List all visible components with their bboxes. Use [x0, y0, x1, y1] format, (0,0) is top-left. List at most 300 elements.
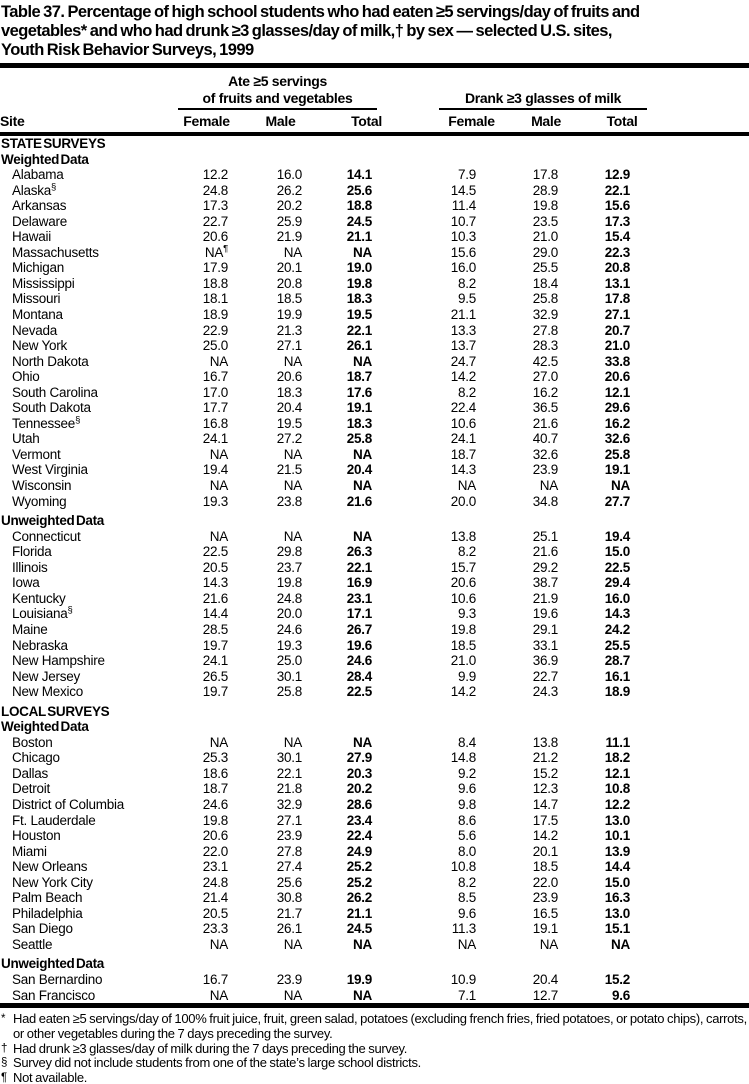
subsection-header-row — [0, 952, 749, 972]
value-cell: 27.1 — [276, 338, 302, 354]
table-row — [0, 354, 749, 370]
value-cell: 19.1 — [346, 400, 373, 416]
value-cell: 17.8 — [604, 291, 631, 307]
value-cell: 25.5 — [604, 637, 631, 653]
row-filler — [630, 653, 749, 669]
value-cell: 20.3 — [346, 765, 373, 781]
value-cell: 9.6 — [458, 781, 477, 797]
value-cell: 21.2 — [532, 750, 559, 766]
value-cell: 13.0 — [604, 905, 631, 921]
footnote-text: Had drunk ≥3 glasses/day of milk during the 7 days preceding the survey. — [13, 1040, 408, 1056]
value-cell: 19.0 — [346, 260, 373, 276]
value-cell: 27.4 — [276, 859, 302, 875]
value-cell: 19.5 — [276, 415, 302, 431]
table-row — [0, 544, 749, 560]
value-cell: 27.9 — [346, 750, 373, 766]
site-name: San Diego — [12, 921, 73, 937]
value-cell: 15.6 — [604, 198, 631, 214]
value-cell: NA — [353, 478, 373, 494]
value-cell: 21.6 — [532, 544, 559, 560]
value-cell: 29.0 — [532, 244, 559, 260]
value-cell: 24.9 — [346, 843, 373, 859]
row-filler — [630, 844, 749, 860]
value-cell: 25.3 — [202, 750, 228, 766]
value-cell: 21.4 — [202, 890, 228, 906]
value-cell: 20.1 — [532, 843, 559, 859]
row-filler — [630, 354, 749, 370]
value-cell: 27.7 — [604, 493, 631, 509]
table-row — [0, 478, 749, 494]
value-cell: NA — [457, 936, 477, 952]
site-name: South Carolina — [12, 384, 98, 400]
value-cell: 14.1 — [346, 167, 373, 183]
table-row — [0, 906, 749, 922]
value-cell: 21.1 — [346, 229, 373, 245]
value-cell: 10.8 — [604, 781, 631, 797]
title-line-3: Youth Risk Behavior Surveys, 1999 — [1, 41, 254, 59]
site-name: New Hampshire — [12, 653, 105, 669]
footnote — [0, 1042, 749, 1057]
row-filler — [630, 606, 749, 622]
table-row — [0, 416, 749, 432]
value-cell: 18.9 — [202, 307, 228, 323]
row-filler — [630, 307, 749, 323]
value-cell: NA — [457, 478, 477, 494]
subsection-header: Unweighted Data — [1, 513, 105, 529]
value-cell: 25.2 — [346, 874, 373, 890]
table-row — [0, 750, 749, 766]
value-cell: 10.8 — [450, 859, 477, 875]
table-row — [0, 781, 749, 797]
value-cell: NA — [353, 353, 373, 369]
value-cell: 20.6 — [604, 369, 631, 385]
value-cell: 19.8 — [276, 575, 302, 591]
value-cell: 10.1 — [604, 828, 631, 844]
value-cell: 22.7 — [532, 668, 559, 684]
value-cell: 16.7 — [202, 369, 228, 385]
row-filler — [630, 198, 749, 214]
value-cell: 17.1 — [346, 606, 373, 622]
value-cell: 18.7 — [346, 369, 373, 385]
table-row — [0, 167, 749, 183]
row-filler — [630, 369, 749, 385]
value-cell: 20.2 — [276, 198, 302, 214]
value-cell: 20.4 — [276, 400, 302, 416]
footnote — [0, 1012, 749, 1042]
title-line-1: Table 37. Percentage of high school students who had eaten ≥5 servings/day of fruits and — [1, 3, 640, 21]
value-cell: 23.5 — [532, 213, 559, 229]
data-table — [0, 68, 749, 1003]
value-cell: 14.4 — [604, 859, 631, 875]
subsection-header-row — [0, 509, 749, 529]
value-cell: 36.9 — [532, 653, 559, 669]
value-cell: 40.7 — [532, 431, 559, 447]
value-cell: 15.0 — [604, 874, 631, 890]
value-cell: NA — [283, 734, 302, 750]
value-cell: 16.8 — [202, 415, 228, 431]
value-cell: 22.4 — [450, 400, 477, 416]
row-filler — [630, 323, 749, 339]
value-cell: 16.2 — [532, 384, 559, 400]
row-filler — [630, 214, 749, 230]
value-cell: 21.1 — [450, 307, 477, 323]
value-cell: NA — [209, 528, 228, 544]
value-cell: 18.3 — [276, 384, 302, 400]
value-cell: 25.0 — [202, 338, 228, 354]
value-cell: 17.6 — [346, 384, 373, 400]
value-cell: 21.3 — [276, 322, 302, 338]
value-cell: 20.6 — [450, 575, 477, 591]
table-head — [0, 68, 749, 134]
value-cell: 32.6 — [604, 431, 631, 447]
value-cell: NA — [611, 936, 631, 952]
row-filler — [630, 684, 749, 700]
value-cell: 19.3 — [276, 637, 302, 653]
value-cell: NA — [283, 478, 302, 494]
row-filler — [630, 494, 749, 510]
value-cell: 14.3 — [202, 575, 228, 591]
value-cell: 22.1 — [346, 559, 373, 575]
site-name: Montana — [12, 307, 63, 323]
site-name: Maine — [12, 621, 48, 637]
site-name: Kentucky — [12, 590, 66, 606]
value-cell: NA — [283, 936, 302, 952]
table-row — [0, 606, 749, 622]
value-cell: 29.6 — [604, 400, 631, 416]
row-filler — [630, 890, 749, 906]
value-cell: 20.5 — [202, 905, 228, 921]
value-cell: 22.1 — [604, 182, 631, 198]
value-cell: 23.8 — [276, 493, 302, 509]
value-cell: NA — [353, 936, 373, 952]
value-cell: 30.8 — [276, 890, 302, 906]
value-cell: NA — [283, 987, 302, 1003]
value-cell: 16.3 — [604, 890, 631, 906]
row-filler — [630, 544, 749, 560]
title-line-2: vegetables* and who had drunk ≥3 glasses/day of milk,† by sex — selected U.S. sites, — [1, 22, 612, 40]
value-cell: 21.9 — [276, 229, 302, 245]
value-cell: 22.0 — [532, 874, 559, 890]
site-name: Mississippi — [12, 275, 75, 291]
value-cell: NA — [209, 353, 228, 369]
table-row — [0, 890, 749, 906]
table-row — [0, 260, 749, 276]
value-cell: 19.1 — [604, 462, 631, 478]
value-cell: 14.5 — [450, 182, 477, 198]
value-cell: 11.3 — [451, 921, 477, 937]
row-filler — [630, 735, 749, 751]
row-filler — [630, 529, 749, 545]
value-cell: 28.7 — [604, 653, 631, 669]
site-name: San Francisco — [12, 987, 96, 1003]
row-filler — [630, 229, 749, 245]
value-cell: 29.4 — [604, 575, 631, 591]
value-cell: 20.6 — [202, 828, 228, 844]
column-group-milk: Drank ≥3 glasses of milk — [439, 90, 647, 111]
value-cell: NA — [611, 478, 631, 494]
site-name: Wisconsin — [12, 478, 72, 494]
value-cell: 24.5 — [346, 921, 373, 937]
table-row — [0, 385, 749, 401]
value-cell: 18.8 — [202, 275, 228, 291]
value-cell: 9.8 — [458, 796, 477, 812]
value-cell: 20.7 — [604, 322, 631, 338]
value-cell: 19.4 — [604, 528, 631, 544]
value-cell: 18.9 — [604, 684, 631, 700]
value-cell: 20.4 — [532, 971, 559, 987]
value-cell: 14.4 — [202, 606, 228, 622]
row-filler — [630, 447, 749, 463]
value-cell: 16.5 — [532, 905, 559, 921]
value-cell: 14.2 — [450, 369, 477, 385]
row-filler — [630, 560, 749, 576]
value-cell: 19.6 — [532, 606, 559, 622]
value-cell: 18.8 — [346, 198, 373, 214]
table-row — [0, 859, 749, 875]
value-cell: 7.9 — [458, 167, 477, 183]
value-cell: 29.2 — [532, 559, 559, 575]
site-name: New Mexico — [12, 684, 84, 700]
value-cell: 13.8 — [450, 528, 477, 544]
value-cell: NA — [209, 446, 228, 462]
value-cell: 8.5 — [458, 890, 477, 906]
value-cell: 13.1 — [604, 275, 631, 291]
value-cell: 19.6 — [346, 637, 373, 653]
value-cell: 24.1 — [202, 431, 228, 447]
footnote — [0, 1056, 749, 1071]
value-cell: 10.6 — [450, 415, 477, 431]
site-name: Connecticut — [12, 528, 81, 544]
value-cell: 16.2 — [604, 415, 631, 431]
value-cell: NA — [209, 734, 228, 750]
site-name: Palm Beach — [12, 890, 83, 906]
value-cell: NA¶ — [204, 243, 228, 260]
value-cell: 26.5 — [202, 668, 228, 684]
column-header-cell — [302, 110, 382, 134]
column-header-cell — [377, 110, 495, 134]
value-cell: 22.7 — [202, 213, 228, 229]
site-name: Ft. Lauderdale — [12, 812, 96, 828]
value-cell: 16.0 — [276, 167, 302, 183]
site-name: Houston — [12, 828, 61, 844]
value-cell: 19.4 — [202, 462, 228, 478]
value-cell: 33.8 — [604, 353, 631, 369]
table-row — [0, 844, 749, 860]
table-row — [0, 198, 749, 214]
value-cell: 13.9 — [604, 843, 631, 859]
table-row — [0, 684, 749, 700]
value-cell: 14.8 — [450, 750, 477, 766]
footnote-marker: § — [1, 1057, 8, 1070]
footnote-text: Had eaten ≥5 servings/day of 100% fruit juice, fruit, green salad, potatoes (excluding french fries, fried potatoes, or potato chips), carrots, or other vegetables during the 7 days preceding the survey. — [13, 1011, 747, 1041]
site-name: Iowa — [12, 575, 40, 591]
value-cell: 16.0 — [450, 260, 477, 276]
value-cell: 18.3 — [346, 291, 373, 307]
table-row — [0, 591, 749, 607]
row-filler — [630, 245, 749, 261]
row-filler — [630, 167, 749, 183]
value-cell: 9.5 — [458, 291, 477, 307]
footnotes — [0, 1008, 749, 1084]
value-cell: 26.2 — [346, 890, 373, 906]
value-cell: 12.3 — [532, 781, 559, 797]
value-cell: 22.4 — [346, 828, 373, 844]
column-header-site: Site — [0, 110, 170, 134]
value-cell: 18.1 — [202, 291, 228, 307]
value-cell: 25.5 — [532, 260, 559, 276]
site-name: New York City — [12, 874, 93, 890]
table-row — [0, 972, 749, 988]
row-filler — [630, 669, 749, 685]
value-cell: 8.0 — [458, 843, 477, 859]
value-cell: 20.6 — [276, 369, 302, 385]
value-cell: 16.1 — [604, 668, 631, 684]
column-header-cell — [558, 110, 638, 134]
table-row — [0, 323, 749, 339]
value-cell: 18.7 — [450, 446, 477, 462]
value-cell: 12.2 — [604, 796, 631, 812]
value-cell: 12.9 — [604, 167, 631, 183]
value-cell: 11.1 — [605, 734, 631, 750]
value-cell: NA — [209, 478, 228, 494]
value-cell: 34.8 — [532, 493, 559, 509]
table-row — [0, 937, 749, 953]
table-row — [0, 875, 749, 891]
value-cell: 14.2 — [450, 684, 477, 700]
table-title — [0, 0, 749, 60]
value-cell: 26.3 — [346, 544, 373, 560]
site-name: Nevada — [12, 322, 58, 338]
value-cell: 24.2 — [604, 621, 631, 637]
row-filler — [630, 183, 749, 199]
table-row — [0, 338, 749, 354]
value-cell: 21.6 — [202, 590, 228, 606]
section-header-row — [0, 700, 749, 720]
row-filler — [630, 859, 749, 875]
site-name: Philadelphia — [12, 905, 83, 921]
column-group-row — [0, 68, 749, 110]
site-name: South Dakota — [12, 400, 91, 416]
value-cell: 29.8 — [276, 544, 302, 560]
value-cell: 18.7 — [202, 781, 228, 797]
row-filler — [630, 260, 749, 276]
site-name: New York — [12, 338, 68, 354]
value-cell: NA — [283, 446, 302, 462]
column-header-female-2: Female — [448, 113, 495, 129]
value-cell: 19.8 — [346, 275, 373, 291]
value-cell: 22.1 — [346, 322, 373, 338]
column-group-cell-milk — [377, 68, 749, 110]
value-cell: 17.9 — [202, 260, 228, 276]
value-cell: 32.9 — [276, 796, 302, 812]
row-filler — [630, 813, 749, 829]
value-cell: 27.2 — [276, 431, 302, 447]
table-row — [0, 229, 749, 245]
value-cell: 25.6 — [276, 874, 302, 890]
column-header-total-1: Total — [351, 113, 382, 129]
site-name: Ohio — [12, 369, 40, 385]
value-cell: 20.8 — [276, 275, 302, 291]
value-cell: 16.0 — [604, 590, 631, 606]
value-cell: NA — [283, 353, 302, 369]
value-cell: 23.9 — [532, 462, 559, 478]
value-cell: 28.4 — [346, 668, 373, 684]
value-cell: 30.1 — [276, 668, 302, 684]
value-cell: 14.2 — [532, 828, 559, 844]
row-filler — [630, 416, 749, 432]
row-filler — [630, 828, 749, 844]
value-cell: 8.2 — [458, 384, 477, 400]
value-cell: NA — [539, 936, 559, 952]
site-name: Massachusetts — [12, 244, 99, 260]
value-cell: 24.1 — [202, 653, 228, 669]
value-cell: 10.9 — [450, 971, 477, 987]
value-cell: 26.7 — [346, 621, 373, 637]
value-cell: 9.6 — [612, 987, 631, 1003]
site-name: Delaware — [12, 213, 68, 229]
row-filler — [630, 988, 749, 1004]
value-cell: 15.1 — [604, 921, 631, 937]
subsection-header-row — [0, 719, 749, 735]
column-group-fruits-vegetables — [178, 73, 377, 110]
table-row — [0, 245, 749, 261]
table-row — [0, 400, 749, 416]
value-cell: 23.4 — [346, 812, 373, 828]
row-filler — [630, 622, 749, 638]
value-cell: 10.7 — [450, 213, 477, 229]
header-spacer — [0, 68, 170, 110]
table-row — [0, 669, 749, 685]
value-cell: 25.0 — [276, 653, 302, 669]
value-cell: 25.8 — [532, 291, 559, 307]
site-name: Arkansas — [12, 198, 67, 214]
value-cell: 24.6 — [346, 653, 373, 669]
site-name: New Orleans — [12, 859, 88, 875]
row-filler — [630, 575, 749, 591]
site-name: Illinois — [12, 559, 48, 575]
site-name: North Dakota — [12, 353, 89, 369]
footnote-marker: * — [1, 1013, 6, 1026]
table-row — [0, 307, 749, 323]
value-cell: 42.5 — [532, 353, 559, 369]
table-row — [0, 494, 749, 510]
value-cell: 27.0 — [532, 369, 559, 385]
value-cell: 29.1 — [532, 621, 559, 637]
value-cell: 15.2 — [532, 765, 559, 781]
value-cell: 18.5 — [276, 291, 302, 307]
value-cell: 15.6 — [450, 244, 477, 260]
site-name: Wyoming — [12, 493, 67, 509]
value-cell: 15.4 — [604, 229, 631, 245]
value-cell: 28.6 — [346, 796, 373, 812]
row-filler — [630, 400, 749, 416]
site-name: Alabama — [12, 167, 64, 183]
site-name: Vermont — [12, 446, 61, 462]
value-cell: 28.9 — [532, 182, 559, 198]
value-cell: 15.0 — [604, 544, 631, 560]
value-cell: 18.6 — [202, 765, 228, 781]
value-cell: 9.2 — [458, 765, 477, 781]
table-row — [0, 575, 749, 591]
column-header-male-2: Male — [531, 113, 561, 129]
value-cell: 17.0 — [202, 384, 228, 400]
value-cell: 19.8 — [532, 198, 559, 214]
value-cell: 25.1 — [532, 528, 559, 544]
site-name: Miami — [12, 843, 47, 859]
value-cell: 21.0 — [532, 229, 559, 245]
value-cell: 21.9 — [532, 590, 559, 606]
value-cell: 21.1 — [346, 905, 373, 921]
